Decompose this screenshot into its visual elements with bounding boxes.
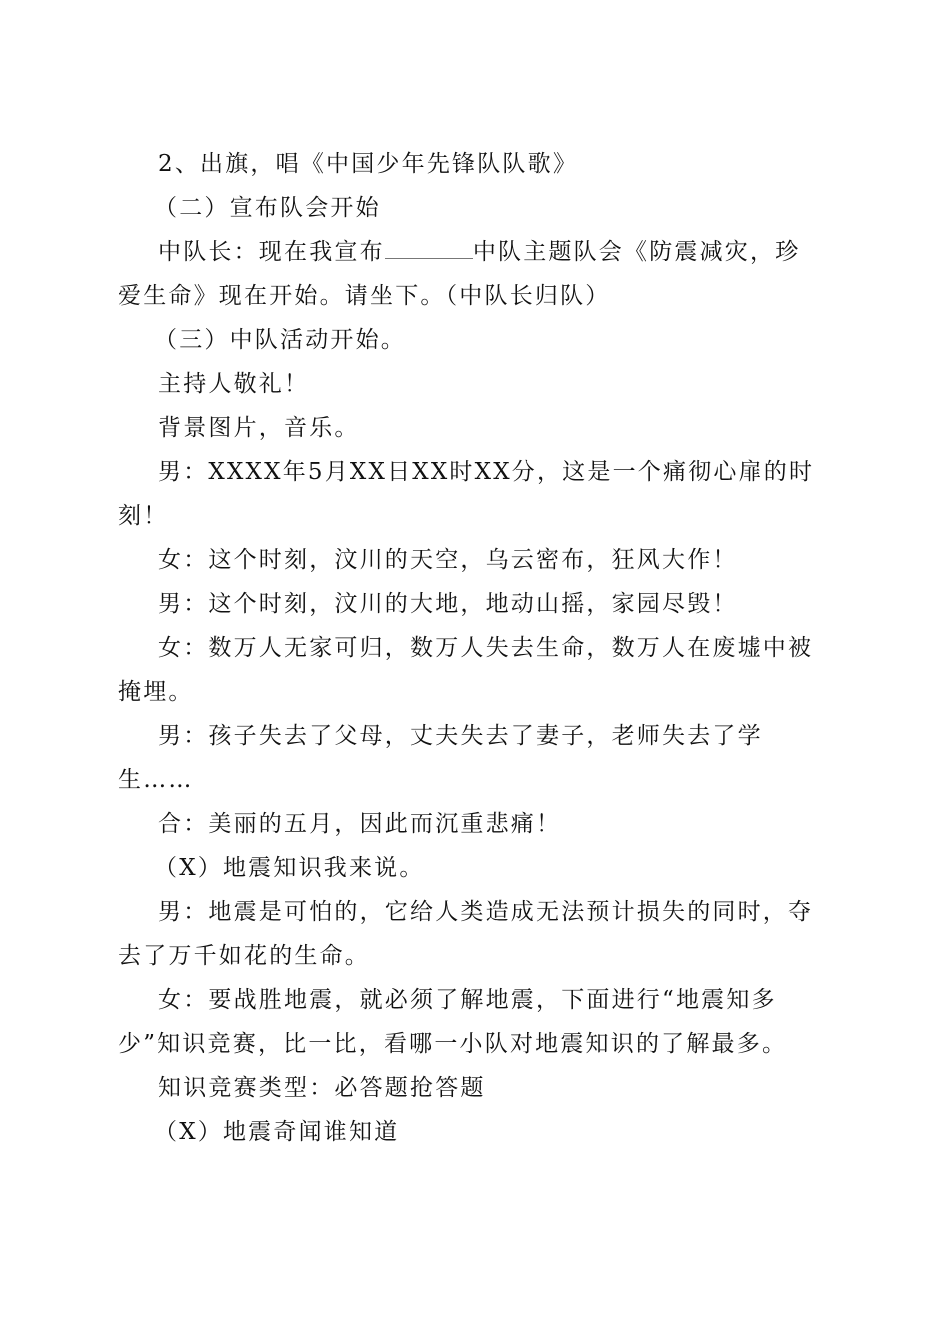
paragraph-background: 背景图片，音乐。 xyxy=(158,415,360,441)
section-heading-trivia: （X）地震奇闻谁知道 xyxy=(154,1119,400,1145)
paragraph-male-1: 男：XXXX年5月XX日XX时XX分，这是一个痛彻心扉的时 xyxy=(158,459,815,485)
section-heading-activity: （三）中队活动开始。 xyxy=(154,327,406,353)
section-heading-announce: （二）宣布队会开始 xyxy=(154,195,381,221)
paragraph-flag-song: 2、出旗，唱《中国少年先锋队队歌》 xyxy=(158,151,579,177)
paragraph-male-4: 男：地震是可怕的，它给人类造成无法预计损失的同时，夺 xyxy=(158,899,814,925)
fill-in-blank xyxy=(385,236,473,259)
paragraph-quiz-type: 知识竞赛类型：必答题抢答题 xyxy=(158,1075,486,1101)
paragraph-captain-announce xyxy=(118,230,830,274)
paragraph-female-3-cont: 少”知识竞赛，比一比，看哪一小队对地震知识的了解最多。 xyxy=(118,1031,788,1057)
paragraph-male-4-cont: 去了万千如花的生命。 xyxy=(118,943,370,969)
text-before-blank: 中队长：现在我宣布 xyxy=(158,239,385,265)
paragraph-together: 合：美丽的五月，因此而沉重悲痛！ xyxy=(158,811,562,837)
paragraph-female-2: 女：数万人无家可归，数万人失去生命，数万人在废墟中被 xyxy=(158,635,814,661)
document-page xyxy=(118,142,830,1154)
paragraph-female-1: 女：这个时刻，汶川的天空，乌云密布，狂风大作！ xyxy=(158,547,738,573)
paragraph-female-2-cont: 掩埋。 xyxy=(118,679,194,705)
paragraph-male-1-cont: 刻！ xyxy=(118,503,169,529)
text-after-blank: 中队主题队会《防震减灾，珍 xyxy=(472,239,801,265)
paragraph-male-2: 男：这个时刻，汶川的大地，地动山摇，家园尽毁！ xyxy=(158,591,738,617)
paragraph-captain-announce-cont: 爱生命》现在开始。请坐下。（中队长归队） xyxy=(118,283,611,309)
paragraph-male-3-cont: 生…… xyxy=(118,767,194,793)
section-heading-knowledge: （X）地震知识我来说。 xyxy=(154,855,425,881)
paragraph-female-3: 女：要战胜地震，就必须了解地震，下面进行“地震知多 xyxy=(158,987,777,1013)
paragraph-host-salute: 主持人敬礼！ xyxy=(158,371,310,397)
paragraph-male-3: 男：孩子失去了父母，丈夫失去了妻子，老师失去了学 xyxy=(158,723,763,749)
